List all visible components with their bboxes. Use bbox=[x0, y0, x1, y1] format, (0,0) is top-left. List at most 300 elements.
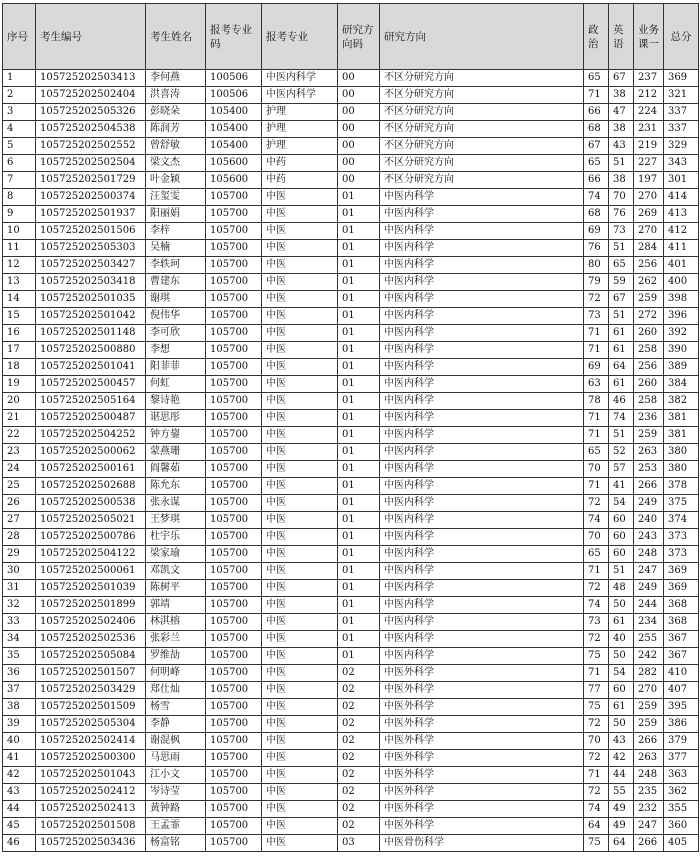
cell-seq: 40 bbox=[3, 733, 36, 750]
cell-subject-one: 256 bbox=[634, 359, 664, 376]
table-row bbox=[3, 104, 699, 121]
cell-direction: 中医外科学 bbox=[380, 699, 584, 716]
cell-name: 邓凯文 bbox=[146, 563, 206, 580]
cell-name: 马思雨 bbox=[146, 750, 206, 767]
cell-exam-id: 105725202500161 bbox=[36, 461, 146, 478]
cell-politics: 72 bbox=[584, 291, 609, 308]
cell-politics: 70 bbox=[584, 733, 609, 750]
header-politics: 政治 bbox=[584, 4, 609, 70]
cell-subject-one: 237 bbox=[634, 70, 664, 87]
cell-major-code: 105700 bbox=[206, 478, 262, 495]
cell-direction: 中医内科学 bbox=[380, 359, 584, 376]
cell-name: 阎馨茹 bbox=[146, 461, 206, 478]
cell-direction: 不区分研究方向 bbox=[380, 87, 584, 104]
cell-politics: 69 bbox=[584, 223, 609, 240]
cell-exam-id: 105725202503436 bbox=[36, 835, 146, 852]
cell-subject-one: 260 bbox=[634, 325, 664, 342]
cell-direction-code: 01 bbox=[338, 359, 380, 376]
cell-exam-id: 105725202505021 bbox=[36, 512, 146, 529]
cell-direction-code: 01 bbox=[338, 291, 380, 308]
cell-direction-code: 00 bbox=[338, 104, 380, 121]
cell-subject-one: 263 bbox=[634, 750, 664, 767]
table-row bbox=[3, 665, 699, 682]
cell-direction: 中医内科学 bbox=[380, 495, 584, 512]
cell-exam-id: 105725202501041 bbox=[36, 359, 146, 376]
table-body bbox=[3, 70, 699, 852]
cell-total: 368 bbox=[664, 597, 699, 614]
cell-english: 51 bbox=[609, 308, 634, 325]
cell-name: 曾舒敏 bbox=[146, 138, 206, 155]
cell-direction: 中医外科学 bbox=[380, 750, 584, 767]
cell-total: 381 bbox=[664, 410, 699, 427]
cell-seq: 26 bbox=[3, 495, 36, 512]
cell-subject-one: 266 bbox=[634, 733, 664, 750]
cell-direction: 中医外科学 bbox=[380, 818, 584, 835]
cell-subject-one: 255 bbox=[634, 631, 664, 648]
table-row bbox=[3, 767, 699, 784]
cell-politics: 74 bbox=[584, 189, 609, 206]
cell-direction: 中医内科学 bbox=[380, 393, 584, 410]
cell-exam-id: 105725202500487 bbox=[36, 410, 146, 427]
cell-direction: 中医内科学 bbox=[380, 580, 584, 597]
cell-direction-code: 02 bbox=[338, 818, 380, 835]
cell-major-code: 105700 bbox=[206, 546, 262, 563]
cell-direction-code: 00 bbox=[338, 121, 380, 138]
table-row bbox=[3, 614, 699, 631]
cell-major-code: 105700 bbox=[206, 597, 262, 614]
cell-exam-id: 105725202500300 bbox=[36, 750, 146, 767]
cell-exam-id: 105725202500880 bbox=[36, 342, 146, 359]
cell-direction-code: 01 bbox=[338, 444, 380, 461]
cell-politics: 80 bbox=[584, 257, 609, 274]
cell-name: 彭晓朵 bbox=[146, 104, 206, 121]
cell-direction: 不区分研究方向 bbox=[380, 155, 584, 172]
cell-direction-code: 01 bbox=[338, 461, 380, 478]
cell-subject-one: 270 bbox=[634, 682, 664, 699]
cell-seq: 9 bbox=[3, 206, 36, 223]
cell-total: 380 bbox=[664, 461, 699, 478]
cell-exam-id: 105725202505303 bbox=[36, 240, 146, 257]
cell-politics: 65 bbox=[584, 546, 609, 563]
cell-subject-one: 248 bbox=[634, 546, 664, 563]
table-row bbox=[3, 410, 699, 427]
table-row bbox=[3, 478, 699, 495]
cell-name: 张永谋 bbox=[146, 495, 206, 512]
cell-direction: 中医内科学 bbox=[380, 563, 584, 580]
cell-major-code: 105700 bbox=[206, 563, 262, 580]
cell-direction-code: 00 bbox=[338, 172, 380, 189]
cell-name: 钟方鋆 bbox=[146, 427, 206, 444]
cell-total: 360 bbox=[664, 818, 699, 835]
cell-major: 中医 bbox=[262, 563, 338, 580]
cell-seq: 6 bbox=[3, 155, 36, 172]
cell-total: 378 bbox=[664, 478, 699, 495]
cell-direction-code: 01 bbox=[338, 376, 380, 393]
cell-major: 中医 bbox=[262, 716, 338, 733]
table-row bbox=[3, 750, 699, 767]
cell-direction-code: 01 bbox=[338, 529, 380, 546]
cell-english: 48 bbox=[609, 580, 634, 597]
cell-english: 60 bbox=[609, 546, 634, 563]
cell-subject-one: 262 bbox=[634, 274, 664, 291]
header-total: 总分 bbox=[664, 4, 699, 70]
header-direction-code: 研究方向码 bbox=[338, 4, 380, 70]
cell-exam-id: 105725202501507 bbox=[36, 665, 146, 682]
cell-direction: 中医内科学 bbox=[380, 376, 584, 393]
cell-politics: 75 bbox=[584, 699, 609, 716]
cell-exam-id: 105725202501148 bbox=[36, 325, 146, 342]
cell-subject-one: 258 bbox=[634, 393, 664, 410]
cell-exam-id: 105725202501508 bbox=[36, 818, 146, 835]
table-row bbox=[3, 206, 699, 223]
cell-subject-one: 231 bbox=[634, 121, 664, 138]
table-row bbox=[3, 648, 699, 665]
cell-seq: 1 bbox=[3, 70, 36, 87]
cell-exam-id: 105725202505326 bbox=[36, 104, 146, 121]
cell-politics: 72 bbox=[584, 495, 609, 512]
cell-name: 李可欣 bbox=[146, 325, 206, 342]
cell-politics: 72 bbox=[584, 750, 609, 767]
cell-politics: 75 bbox=[584, 835, 609, 852]
cell-direction: 中医内科学 bbox=[380, 240, 584, 257]
cell-direction: 中医内科学 bbox=[380, 410, 584, 427]
cell-exam-id: 105725202502688 bbox=[36, 478, 146, 495]
cell-name: 李何燕 bbox=[146, 70, 206, 87]
cell-english: 76 bbox=[609, 206, 634, 223]
cell-name: 谢混枫 bbox=[146, 733, 206, 750]
cell-direction: 中医外科学 bbox=[380, 665, 584, 682]
cell-seq: 19 bbox=[3, 376, 36, 393]
cell-direction: 不区分研究方向 bbox=[380, 104, 584, 121]
cell-name: 汪玺雯 bbox=[146, 189, 206, 206]
cell-total: 374 bbox=[664, 512, 699, 529]
cell-direction-code: 01 bbox=[338, 308, 380, 325]
cell-english: 49 bbox=[609, 818, 634, 835]
cell-direction-code: 01 bbox=[338, 631, 380, 648]
cell-direction-code: 01 bbox=[338, 512, 380, 529]
cell-english: 38 bbox=[609, 172, 634, 189]
cell-major-code: 105700 bbox=[206, 189, 262, 206]
cell-direction: 中医外科学 bbox=[380, 801, 584, 818]
cell-english: 54 bbox=[609, 495, 634, 512]
cell-direction: 中医内科学 bbox=[380, 597, 584, 614]
cell-direction-code: 02 bbox=[338, 682, 380, 699]
cell-major-code: 105700 bbox=[206, 835, 262, 852]
cell-direction-code: 02 bbox=[338, 750, 380, 767]
cell-total: 373 bbox=[664, 546, 699, 563]
table-row bbox=[3, 495, 699, 512]
cell-seq: 8 bbox=[3, 189, 36, 206]
cell-exam-id: 105725202504122 bbox=[36, 546, 146, 563]
cell-exam-id: 105725202505164 bbox=[36, 393, 146, 410]
cell-seq: 29 bbox=[3, 546, 36, 563]
cell-name: 陈树平 bbox=[146, 580, 206, 597]
cell-total: 398 bbox=[664, 291, 699, 308]
cell-politics: 72 bbox=[584, 784, 609, 801]
cell-name: 李梓 bbox=[146, 223, 206, 240]
cell-total: 392 bbox=[664, 325, 699, 342]
cell-subject-one: 219 bbox=[634, 138, 664, 155]
cell-direction-code: 01 bbox=[338, 325, 380, 342]
cell-english: 43 bbox=[609, 138, 634, 155]
cell-english: 51 bbox=[609, 427, 634, 444]
cell-seq: 22 bbox=[3, 427, 36, 444]
cell-direction-code: 02 bbox=[338, 784, 380, 801]
cell-name: 陈允东 bbox=[146, 478, 206, 495]
cell-english: 61 bbox=[609, 342, 634, 359]
cell-english: 44 bbox=[609, 767, 634, 784]
cell-exam-id: 105725202504252 bbox=[36, 427, 146, 444]
cell-major-code: 105700 bbox=[206, 512, 262, 529]
cell-subject-one: 259 bbox=[634, 427, 664, 444]
table-row bbox=[3, 716, 699, 733]
cell-exam-id: 105725202501899 bbox=[36, 597, 146, 614]
cell-exam-id: 105725202501043 bbox=[36, 767, 146, 784]
cell-name: 阳丽娟 bbox=[146, 206, 206, 223]
cell-name: 梁文杰 bbox=[146, 155, 206, 172]
table-row bbox=[3, 597, 699, 614]
cell-exam-id: 105725202504538 bbox=[36, 121, 146, 138]
cell-major-code: 105700 bbox=[206, 325, 262, 342]
cell-major: 中医 bbox=[262, 376, 338, 393]
cell-direction: 中医内科学 bbox=[380, 257, 584, 274]
table-row bbox=[3, 342, 699, 359]
cell-direction-code: 01 bbox=[338, 563, 380, 580]
cell-major: 中医 bbox=[262, 750, 338, 767]
table-row bbox=[3, 87, 699, 104]
cell-politics: 66 bbox=[584, 172, 609, 189]
table-row bbox=[3, 274, 699, 291]
cell-name: 叶金颖 bbox=[146, 172, 206, 189]
cell-seq: 12 bbox=[3, 257, 36, 274]
cell-english: 64 bbox=[609, 359, 634, 376]
cell-exam-id: 105725202500061 bbox=[36, 563, 146, 580]
cell-total: 321 bbox=[664, 87, 699, 104]
cell-direction-code: 01 bbox=[338, 597, 380, 614]
cell-major-code: 105700 bbox=[206, 274, 262, 291]
cell-major-code: 105700 bbox=[206, 223, 262, 240]
cell-direction: 中医外科学 bbox=[380, 716, 584, 733]
cell-seq: 28 bbox=[3, 529, 36, 546]
cell-major: 中药 bbox=[262, 172, 338, 189]
cell-direction-code: 01 bbox=[338, 274, 380, 291]
table-row bbox=[3, 240, 699, 257]
cell-major: 中医 bbox=[262, 291, 338, 308]
cell-seq: 14 bbox=[3, 291, 36, 308]
cell-major: 中医 bbox=[262, 767, 338, 784]
cell-politics: 73 bbox=[584, 614, 609, 631]
cell-major-code: 105700 bbox=[206, 818, 262, 835]
cell-subject-one: 272 bbox=[634, 308, 664, 325]
table-row bbox=[3, 461, 699, 478]
cell-major-code: 105700 bbox=[206, 580, 262, 597]
cell-seq: 4 bbox=[3, 121, 36, 138]
cell-total: 377 bbox=[664, 750, 699, 767]
cell-subject-one: 197 bbox=[634, 172, 664, 189]
cell-major-code: 105700 bbox=[206, 410, 262, 427]
header-exam-id: 考生编号 bbox=[36, 4, 146, 70]
cell-major: 中医 bbox=[262, 410, 338, 427]
cell-exam-id: 105725202502504 bbox=[36, 155, 146, 172]
cell-politics: 72 bbox=[584, 716, 609, 733]
cell-politics: 71 bbox=[584, 87, 609, 104]
cell-major-code: 105700 bbox=[206, 359, 262, 376]
cell-name: 李静 bbox=[146, 716, 206, 733]
cell-exam-id: 105725202503427 bbox=[36, 257, 146, 274]
cell-major: 中医 bbox=[262, 223, 338, 240]
cell-major-code: 105600 bbox=[206, 155, 262, 172]
cell-english: 59 bbox=[609, 274, 634, 291]
cell-major: 中医 bbox=[262, 580, 338, 597]
cell-seq: 31 bbox=[3, 580, 36, 597]
cell-total: 355 bbox=[664, 801, 699, 818]
cell-subject-one: 284 bbox=[634, 240, 664, 257]
cell-major-code: 105700 bbox=[206, 716, 262, 733]
cell-major-code: 105700 bbox=[206, 342, 262, 359]
cell-exam-id: 105725202501039 bbox=[36, 580, 146, 597]
cell-english: 60 bbox=[609, 512, 634, 529]
cell-major: 中医 bbox=[262, 206, 338, 223]
cell-direction: 中医内科学 bbox=[380, 478, 584, 495]
cell-subject-one: 240 bbox=[634, 512, 664, 529]
table-row bbox=[3, 835, 699, 852]
table-row bbox=[3, 529, 699, 546]
cell-direction-code: 01 bbox=[338, 189, 380, 206]
cell-english: 61 bbox=[609, 376, 634, 393]
cell-exam-id: 105725202501509 bbox=[36, 699, 146, 716]
cell-subject-one: 212 bbox=[634, 87, 664, 104]
table-header bbox=[3, 4, 699, 70]
cell-direction-code: 01 bbox=[338, 614, 380, 631]
cell-subject-one: 243 bbox=[634, 529, 664, 546]
cell-major-code: 105700 bbox=[206, 461, 262, 478]
cell-direction: 中医内科学 bbox=[380, 189, 584, 206]
cell-seq: 34 bbox=[3, 631, 36, 648]
table-row bbox=[3, 291, 699, 308]
cell-direction-code: 00 bbox=[338, 70, 380, 87]
cell-major-code: 105700 bbox=[206, 733, 262, 750]
cell-name: 何明峰 bbox=[146, 665, 206, 682]
cell-major: 中医 bbox=[262, 325, 338, 342]
cell-subject-one: 232 bbox=[634, 801, 664, 818]
cell-total: 301 bbox=[664, 172, 699, 189]
cell-english: 60 bbox=[609, 529, 634, 546]
cell-english: 51 bbox=[609, 240, 634, 257]
cell-major: 中医 bbox=[262, 444, 338, 461]
cell-seq: 33 bbox=[3, 614, 36, 631]
cell-total: 368 bbox=[664, 614, 699, 631]
cell-english: 60 bbox=[609, 682, 634, 699]
cell-total: 407 bbox=[664, 682, 699, 699]
header-major: 报考专业 bbox=[262, 4, 338, 70]
cell-exam-id: 105725202502412 bbox=[36, 784, 146, 801]
cell-major: 中医 bbox=[262, 682, 338, 699]
cell-exam-id: 105725202505304 bbox=[36, 716, 146, 733]
cell-total: 400 bbox=[664, 274, 699, 291]
cell-politics: 71 bbox=[584, 325, 609, 342]
cell-politics: 66 bbox=[584, 104, 609, 121]
cell-total: 412 bbox=[664, 223, 699, 240]
cell-english: 67 bbox=[609, 70, 634, 87]
cell-major-code: 105700 bbox=[206, 699, 262, 716]
cell-direction: 中医内科学 bbox=[380, 614, 584, 631]
cell-major: 中医 bbox=[262, 546, 338, 563]
table-row bbox=[3, 801, 699, 818]
cell-direction-code: 01 bbox=[338, 393, 380, 410]
cell-direction-code: 01 bbox=[338, 580, 380, 597]
cell-politics: 65 bbox=[584, 444, 609, 461]
cell-major-code: 105700 bbox=[206, 648, 262, 665]
table-row bbox=[3, 138, 699, 155]
cell-politics: 74 bbox=[584, 512, 609, 529]
cell-subject-one: 258 bbox=[634, 342, 664, 359]
header-major-code: 报考专业码 bbox=[206, 4, 262, 70]
cell-seq: 43 bbox=[3, 784, 36, 801]
cell-major: 中医 bbox=[262, 614, 338, 631]
cell-english: 70 bbox=[609, 189, 634, 206]
cell-total: 375 bbox=[664, 495, 699, 512]
cell-direction: 中医外科学 bbox=[380, 767, 584, 784]
cell-name: 吴楠 bbox=[146, 240, 206, 257]
cell-direction-code: 01 bbox=[338, 427, 380, 444]
cell-exam-id: 105725202502413 bbox=[36, 801, 146, 818]
cell-subject-one: 224 bbox=[634, 104, 664, 121]
cell-seq: 7 bbox=[3, 172, 36, 189]
cell-direction: 中医内科学 bbox=[380, 291, 584, 308]
cell-subject-one: 242 bbox=[634, 648, 664, 665]
cell-politics: 71 bbox=[584, 563, 609, 580]
cell-subject-one: 244 bbox=[634, 597, 664, 614]
cell-seq: 41 bbox=[3, 750, 36, 767]
cell-total: 363 bbox=[664, 767, 699, 784]
cell-name: 倪伟华 bbox=[146, 308, 206, 325]
table-row bbox=[3, 376, 699, 393]
cell-major: 中医 bbox=[262, 461, 338, 478]
cell-total: 367 bbox=[664, 631, 699, 648]
cell-total: 379 bbox=[664, 733, 699, 750]
cell-direction-code: 01 bbox=[338, 206, 380, 223]
cell-english: 51 bbox=[609, 563, 634, 580]
cell-major-code: 105700 bbox=[206, 393, 262, 410]
cell-total: 411 bbox=[664, 240, 699, 257]
cell-direction-code: 03 bbox=[338, 835, 380, 852]
cell-major-code: 105700 bbox=[206, 240, 262, 257]
cell-english: 41 bbox=[609, 478, 634, 495]
cell-subject-one: 253 bbox=[634, 461, 664, 478]
cell-english: 74 bbox=[609, 410, 634, 427]
cell-politics: 71 bbox=[584, 410, 609, 427]
cell-major-code: 105400 bbox=[206, 121, 262, 138]
cell-major: 中医 bbox=[262, 189, 338, 206]
cell-major-code: 105700 bbox=[206, 308, 262, 325]
cell-total: 380 bbox=[664, 444, 699, 461]
cell-exam-id: 105725202501035 bbox=[36, 291, 146, 308]
cell-seq: 23 bbox=[3, 444, 36, 461]
cell-politics: 77 bbox=[584, 682, 609, 699]
cell-seq: 13 bbox=[3, 274, 36, 291]
cell-direction: 中医内科学 bbox=[380, 325, 584, 342]
cell-seq: 39 bbox=[3, 716, 36, 733]
cell-total: 362 bbox=[664, 784, 699, 801]
cell-english: 52 bbox=[609, 444, 634, 461]
cell-major-code: 105700 bbox=[206, 495, 262, 512]
cell-exam-id: 105725202505084 bbox=[36, 648, 146, 665]
table-row bbox=[3, 580, 699, 597]
cell-name: 张彩兰 bbox=[146, 631, 206, 648]
table-row bbox=[3, 325, 699, 342]
cell-major: 中医 bbox=[262, 512, 338, 529]
cell-major: 护理 bbox=[262, 121, 338, 138]
